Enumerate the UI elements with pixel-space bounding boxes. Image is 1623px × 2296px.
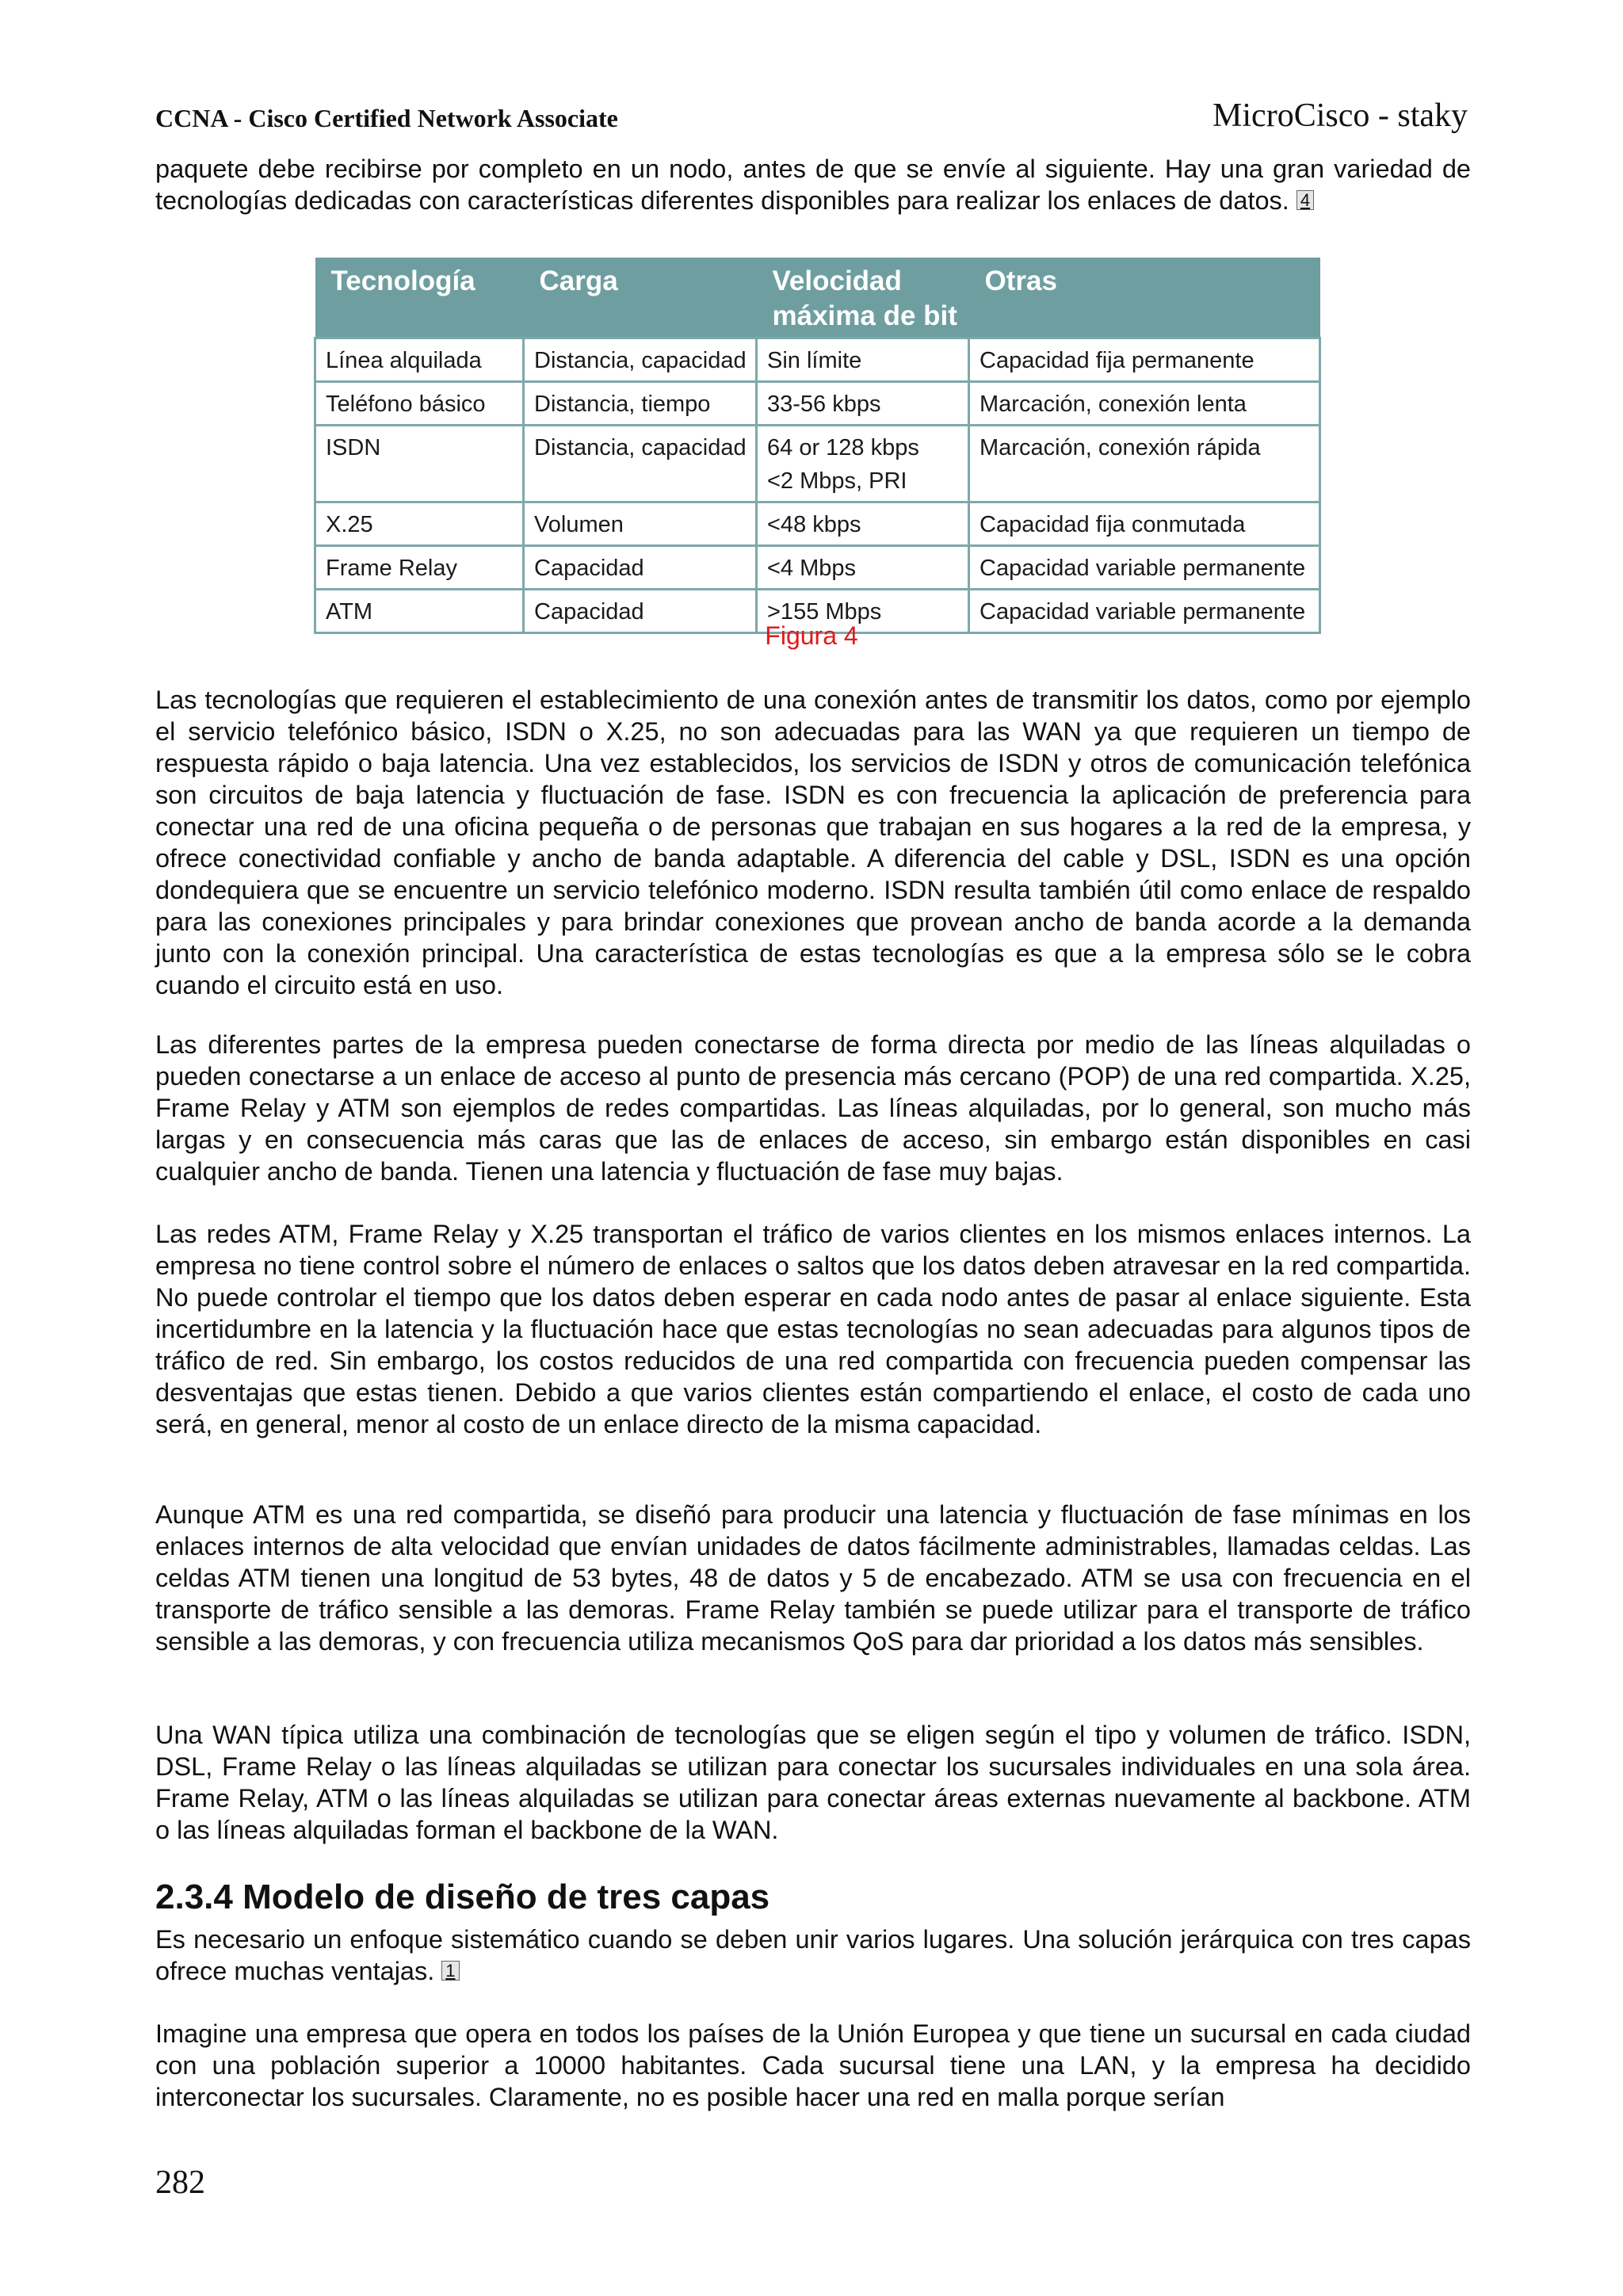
header-carga: Carga [524,258,757,338]
paragraph-2: Las diferentes partes de la empresa pueden conectarse de forma directa por medio de las líneas alquiladas o pueden conectarse a un enlace de acceso al punto de presencia más cercano (POP) de una red compartida. X.25, Frame Relay y ATM son ejemplos de redes compartidas. Las líneas alquiladas, por lo general, son mucho más largas y en consecuencia más caras que las de enlaces de acceso, sin embargo están disponibles en casi cualquier ancho de banda. Tienen una latencia y fluctuación de fase muy bajas. [155,1030,1471,1186]
table-row [315,382,1320,426]
cell-otras: Capacidad variable permanente [969,546,1320,590]
cell-tech: Línea alquilada [315,338,524,382]
cell-tech: Frame Relay [315,546,524,590]
cell-otras: Marcación, conexión lenta [969,382,1320,426]
figure-caption: Figura 4 [765,621,858,650]
cell-velocidad: Sin límite [757,338,969,382]
cell-carga: Distancia, tiempo [524,382,757,426]
cell-velocidad-line1: 64 or 128 kbps [767,435,919,460]
paragraph-5: Una WAN típica utiliza una combinación de tecnologías que se eligen según el tipo y volumen de tráfico. ISDN, DSL, Frame Relay o las líneas alquiladas se utilizan para conectar los sucursales individuales en una sola área. Frame Relay, ATM o las líneas alquiladas se utilizan para conectar áreas externas nuevamente al backbone. ATM o las líneas alquiladas forman el backbone de la WAN. [155,1721,1471,1844]
table-row [315,546,1320,590]
cell-carga: Distancia, capacidad [524,338,757,382]
wan-technologies-table [314,258,1321,634]
cell-tech: X.25 [315,502,524,546]
table-row [315,426,1320,502]
section-paragraph-1-text: Es necesario un enfoque sistemático cuando se deben unir varios lugares. Una solución jerárquica con tres capas ofrece muchas ventajas. [155,1925,1471,1985]
paragraph-4: Aunque ATM es una red compartida, se diseñó para producir una latencia y fluctuación de fase mínimas en los enlaces internos de alta velocidad que envían unidades de datos fácilmente administrables, llamadas celdas. Las celdas ATM tienen una longitud de 53 bytes, 48 de datos y 5 de encabezado. ATM se usa con frecuencia en el transporte de tráfico sensible a las demoras. Frame Relay también se puede utilizar para el transporte de tráfico sensible a las demoras, y con frecuencia utiliza mecanismos QoS para dar prioridad a los datos más sensibles. [155,1500,1471,1656]
header-author: MicroCisco - staky [1212,97,1468,134]
header-velocidad: Velocidad máxima de bit [757,258,969,338]
cell-velocidad-line2: <2 Mbps, PRI [767,468,907,494]
header-tecnologia: Tecnología [315,258,524,338]
table-row [315,502,1320,546]
cell-velocidad: 33-56 kbps [757,382,969,426]
figure-4-table [314,258,1319,625]
cell-carga: Capacidad [524,546,757,590]
figure-ref-link[interactable]: 4 [1296,190,1314,210]
cell-otras: Marcación, conexión rápida [969,426,1320,502]
table-header-row [315,258,1320,338]
section-heading: 2.3.4 Modelo de diseño de tres capas [155,1878,770,1916]
page-number: 282 [155,2164,205,2201]
cell-velocidad: <4 Mbps [757,546,969,590]
cell-velocidad: >155 Mbps [757,590,969,633]
cell-otras: Capacidad fija conmutada [969,502,1320,546]
paragraph-3: Las redes ATM, Frame Relay y X.25 transportan el tráfico de varios clientes en los mismos enlaces internos. La empresa no tiene control sobre el número de enlaces o saltos que los datos deben atravesar en la red compartida. No puede controlar el tiempo que los datos deben esperar en cada nodo antes de pasar al enlace siguiente. Esta incertidumbre en la latencia y la fluctuación hace que estas tecnologías no sean adecuadas para algunos tipos de tráfico de red. Sin embargo, los costos reducidos de una red compartida con frecuencia pueden compensar las desventajas que estas tienen. Debido a que varios clientes están compartiendo el enlace, el costo de cada uno será, en general, menor al costo de un enlace directo de la misma capacidad. [155,1220,1471,1438]
cell-otras: Capacidad fija permanente [969,338,1320,382]
cell-tech: Teléfono básico [315,382,524,426]
figure-ref-link[interactable]: 1 [441,1961,459,1981]
cell-carga: Capacidad [524,590,757,633]
cell-tech: ISDN [315,426,524,502]
page-header [155,98,1468,138]
cell-otras: Capacidad variable permanente [969,590,1320,633]
section-paragraph-2: Imagine una empresa que opera en todos los países de la Unión Europea y que tiene un sucursal en cada ciudad con una población superior a 10000 habitantes. Cada sucursal tiene una LAN, y la empresa ha decidido interconectar los sucursales. Claramente, no es posible hacer una red en malla porque serían [155,2019,1471,2111]
section-paragraph-1 [155,1924,1471,1987]
table-row [315,338,1320,382]
intro-paragraph [155,153,1471,216]
paragraph-1: Las tecnologías que requieren el establecimiento de una conexión antes de transmitir los datos, como por ejemplo el servicio telefónico básico, ISDN o X.25, no son adecuadas para las WAN ya que requieren un tiempo de respuesta rápido o baja latencia. Una vez establecidos, los servicios de ISDN y otros de comunicación telefónica son circuitos de baja latencia y fluctuación de fase. ISDN es con frecuencia la aplicación de preferencia para conectar una red de una oficina pequeña o de personas que trabajan en sus hogares a la red de la empresa, y ofrece conectividad confiable y ancho de banda adaptable. A diferencia del cable y DSL, ISDN es una opción dondequiera que se encuentre un servicio telefónico moderno. ISDN resulta también útil como enlace de respaldo para las conexiones principales y para brindar conexiones que provean ancho de banda acorde a la demanda junto con la conexión principal. Una característica de estas tecnologías es que a la empresa sólo se le cobra cuando el circuito está en uso. [155,686,1471,999]
cell-carga: Volumen [524,502,757,546]
header-otras: Otras [969,258,1320,338]
cell-velocidad: <48 kbps [757,502,969,546]
header-course-title: CCNA - Cisco Certified Network Associate [155,104,618,132]
cell-velocidad [757,426,969,502]
intro-text: paquete debe recibirse por completo en un nodo, antes de que se envíe al siguiente. Hay una gran variedad de tecnologías dedicadas con características diferentes disponibles para realizar los enlaces de datos. [155,155,1471,215]
cell-carga: Distancia, capacidad [524,426,757,502]
cell-tech: ATM [315,590,524,633]
